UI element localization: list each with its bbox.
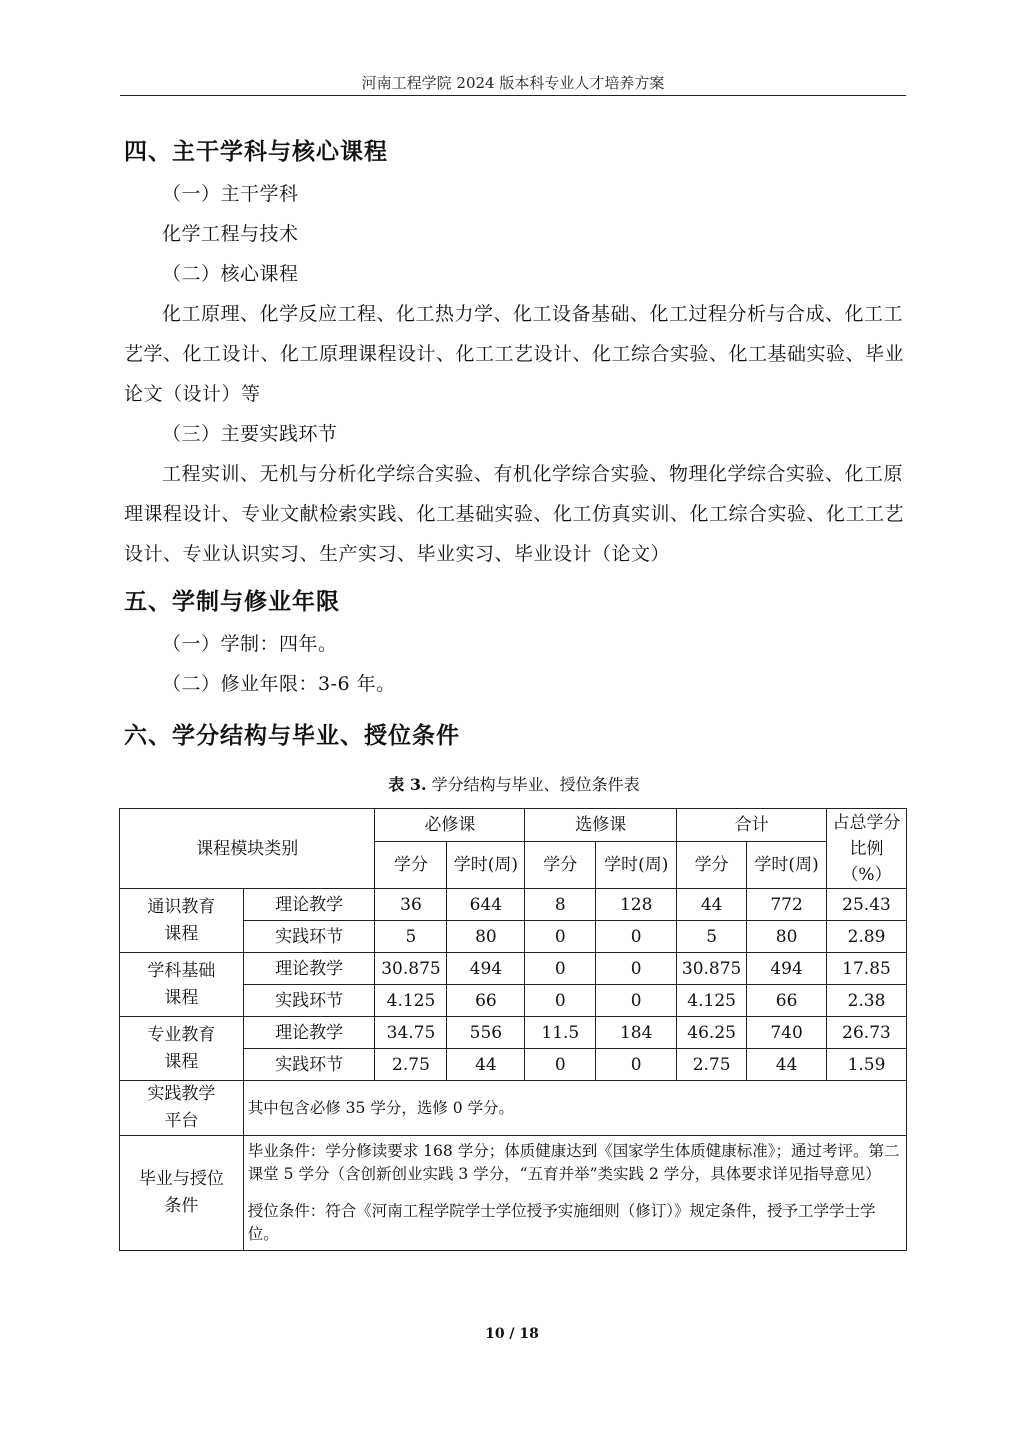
header-ratio-line2: 比例 <box>849 838 884 859</box>
graduation-text: 毕业条件：学分修读要求 168 学分；体质健康达到《国家学生体质健康标准》；通过考评。第二课堂 5 学分（含创新创业实践 3 学分，“五育并举”类实践 2 学分，具体要求详见指导意见） <box>247 1142 900 1183</box>
tot-hours: 740 <box>747 1017 827 1049</box>
header-required-credit: 学分 <box>375 842 447 889</box>
header-rule <box>120 95 906 96</box>
page-content <box>124 130 904 1251</box>
group-name <box>120 1017 244 1081</box>
ele-credit: 8 <box>525 889 596 921</box>
table-header-row-1 <box>120 809 907 842</box>
row-type: 实践环节 <box>243 1049 375 1081</box>
tot-credit: 2.75 <box>677 1049 747 1081</box>
req-hours: 44 <box>447 1049 525 1081</box>
ratio: 25.43 <box>827 889 907 921</box>
ele-credit: 0 <box>525 953 596 985</box>
req-hours: 80 <box>447 921 525 953</box>
section-4-sub3: （三）主要实践环节 <box>162 423 338 445</box>
row-type: 实践环节 <box>243 921 375 953</box>
req-hours: 644 <box>447 889 525 921</box>
page-header: 河南工程学院 2024 版本科专业人才培养方案 <box>361 74 665 92</box>
header-ratio-line1: 占总学分 <box>832 812 901 833</box>
req-hours: 66 <box>447 985 525 1017</box>
req-credit: 5 <box>375 921 447 953</box>
tot-credit: 4.125 <box>677 985 747 1017</box>
header-ratio-line3: （%） <box>841 864 892 885</box>
section-5-line2: （二）修业年限：3-6 年。 <box>162 673 396 695</box>
graduation-conditions <box>243 1136 906 1251</box>
group-name-line1: 学科基础 <box>147 960 216 981</box>
group-name-line2: 课程 <box>164 923 199 944</box>
header-required-hours: 学时(周) <box>447 842 525 889</box>
table-row <box>120 889 907 921</box>
section-4-sub2: （二）核心课程 <box>162 263 299 285</box>
tot-hours: 66 <box>747 985 827 1017</box>
row-type: 理论教学 <box>243 953 375 985</box>
group-name-line2: 课程 <box>164 987 199 1008</box>
tot-hours: 80 <box>747 921 827 953</box>
ratio: 2.89 <box>827 921 907 953</box>
ele-hours: 128 <box>596 889 677 921</box>
section-4-title: 四、主干学科与核心课程 <box>124 139 388 165</box>
tot-hours: 44 <box>747 1049 827 1081</box>
group-name-line2: 课程 <box>164 1051 199 1072</box>
req-credit: 2.75 <box>375 1049 447 1081</box>
platform-name-line1: 实践教学 <box>147 1084 216 1104</box>
ratio: 17.85 <box>827 953 907 985</box>
group-name-line1: 专业教育 <box>147 1024 216 1045</box>
section-5-line1: （一）学制：四年。 <box>162 633 338 655</box>
header-elective-hours: 学时(周) <box>596 842 677 889</box>
credit-structure-table <box>119 808 907 1251</box>
ele-credit: 11.5 <box>525 1017 596 1049</box>
header-total-credit: 学分 <box>677 842 747 889</box>
ratio: 2.38 <box>827 985 907 1017</box>
row-type: 理论教学 <box>243 1017 375 1049</box>
header-ratio <box>827 809 907 889</box>
tot-credit: 5 <box>677 921 747 953</box>
section-4-sub3-text: 工程实训、无机与分析化学综合实验、有机化学综合实验、物理化学综合实验、化工原理课程设计、专业文献检索实践、化工基础实验、化工仿真实训、化工综合实验、化工工艺设计、专业认识实习、生产实习、毕业实习、毕业设计（论文） <box>124 463 905 565</box>
section-4-sub1-text: 化学工程与技术 <box>162 223 299 245</box>
group-name-line1: 通识教育 <box>147 896 216 917</box>
ele-hours: 0 <box>596 985 677 1017</box>
ele-credit: 0 <box>525 1049 596 1081</box>
table-row <box>120 953 907 985</box>
graduation-name-line1: 毕业与授位 <box>138 1169 224 1189</box>
req-credit: 4.125 <box>375 985 447 1017</box>
req-credit: 36 <box>375 889 447 921</box>
row-type: 实践环节 <box>243 985 375 1017</box>
header-total-hours: 学时(周) <box>747 842 827 889</box>
table-row-graduation <box>120 1136 907 1251</box>
platform-name-line2: 平台 <box>164 1111 199 1131</box>
tot-hours: 494 <box>747 953 827 985</box>
ratio: 1.59 <box>827 1049 907 1081</box>
section-6-title: 六、学分结构与毕业、授位条件 <box>124 723 460 749</box>
req-hours: 556 <box>447 1017 525 1049</box>
ele-credit: 0 <box>525 921 596 953</box>
req-credit: 30.875 <box>375 953 447 985</box>
section-5-title: 五、学制与修业年限 <box>124 589 340 615</box>
tot-credit: 30.875 <box>677 953 747 985</box>
header-required: 必修课 <box>375 809 525 842</box>
degree-text: 授位条件：符合《河南工程学院学士学位授予实施细则（修订）》规定条件，授予工学学士学位。 <box>247 1202 876 1243</box>
table-caption-text: 学分结构与毕业、授位条件表 <box>431 775 640 794</box>
group-name <box>120 953 244 1017</box>
tot-hours: 772 <box>747 889 827 921</box>
tot-credit: 44 <box>677 889 747 921</box>
header-total: 合计 <box>677 809 827 842</box>
req-hours: 494 <box>447 953 525 985</box>
ele-credit: 0 <box>525 985 596 1017</box>
ele-hours: 0 <box>596 921 677 953</box>
row-type: 理论教学 <box>243 889 375 921</box>
ele-hours: 184 <box>596 1017 677 1049</box>
ele-hours: 0 <box>596 1049 677 1081</box>
graduation-name-line2: 条件 <box>164 1196 199 1216</box>
req-credit: 34.75 <box>375 1017 447 1049</box>
table-caption <box>124 774 904 796</box>
header-category: 课程模块类别 <box>120 809 375 889</box>
page-number: 10 / 18 <box>485 1326 539 1342</box>
section-4-sub2-text: 化工原理、化学反应工程、化工热力学、化工设备基础、化工过程分析与合成、化工工艺学、化工设计、化工原理课程设计、化工工艺设计、化工综合实验、化工基础实验、毕业论文（设计）等 <box>124 303 905 405</box>
tot-credit: 46.25 <box>677 1017 747 1049</box>
ratio: 26.73 <box>827 1017 907 1049</box>
graduation-name <box>120 1136 244 1251</box>
ele-hours: 0 <box>596 953 677 985</box>
group-name <box>120 889 244 953</box>
header-elective-credit: 学分 <box>525 842 596 889</box>
section-4-sub1: （一）主干学科 <box>162 183 299 205</box>
header-elective: 选修课 <box>525 809 677 842</box>
table-row <box>120 1017 907 1049</box>
platform-name <box>120 1081 244 1136</box>
platform-text: 其中包含必修 35 学分，选修 0 学分。 <box>243 1081 906 1136</box>
table-caption-number: 表 3. <box>388 775 427 794</box>
table-row-platform <box>120 1081 907 1136</box>
